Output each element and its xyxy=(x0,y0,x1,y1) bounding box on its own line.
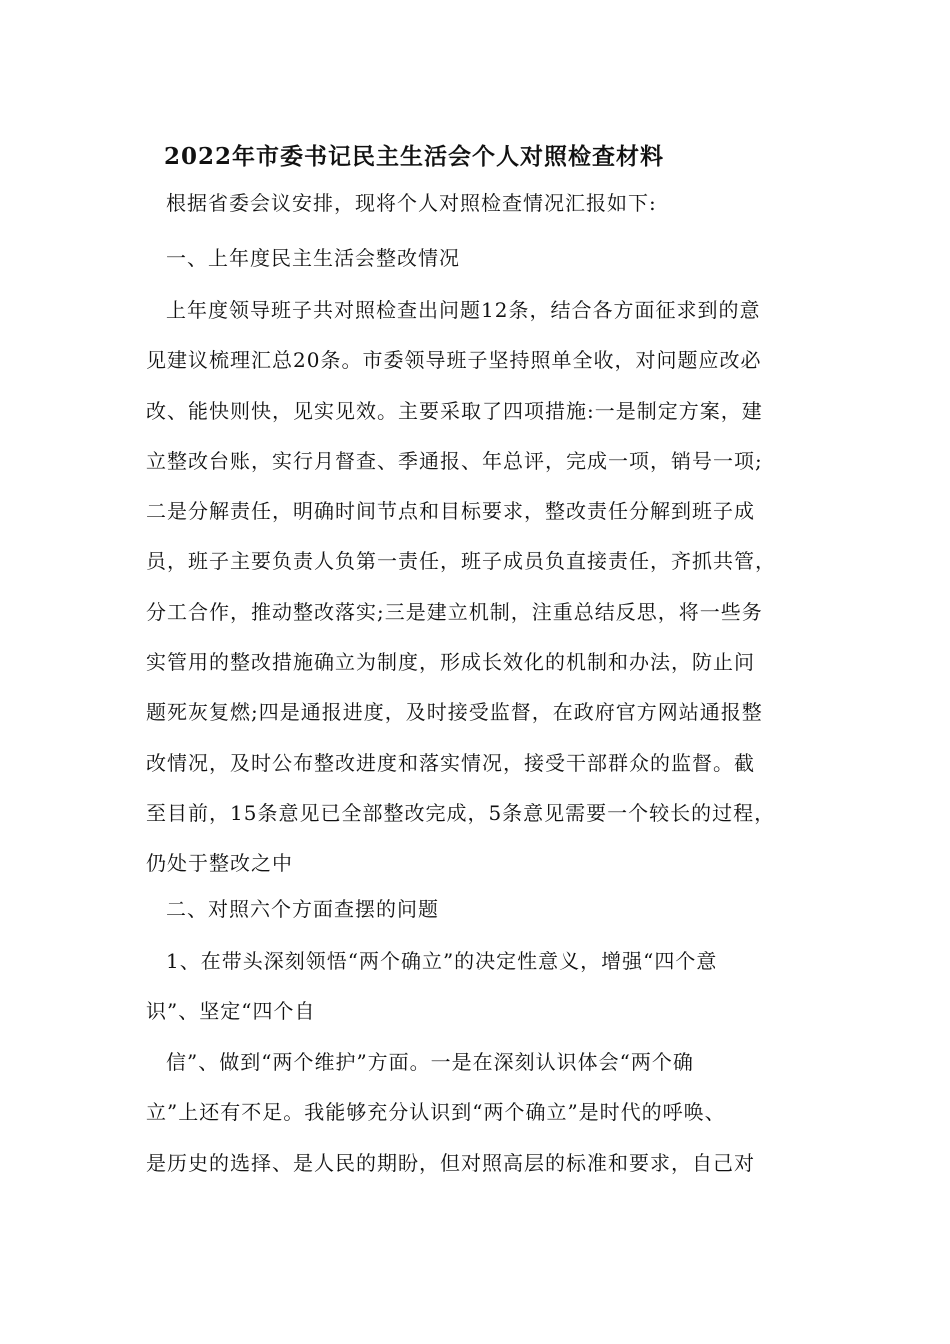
body-line: 上年度领导班子共对照检查出问题12条，结合各方面征求到的意 xyxy=(166,298,761,322)
body-line: 题死灰复燃;四是通报进度，及时接受监督，在政府官方网站通报整 xyxy=(146,700,763,725)
document-title: 2022年市委书记民主生活会个人对照检查材料 xyxy=(164,143,665,170)
item1-line: 1、在带头深刻领悟“两个确立”的决定性意义，增强“四个意 xyxy=(166,949,718,973)
item1-paragraph xyxy=(146,936,806,1037)
intro-line: 根据省委会议安排，现将个人对照检查情况汇报如下: xyxy=(166,191,657,215)
item1-continued xyxy=(146,1037,806,1188)
item1-line: 识”、坚定“四个自 xyxy=(146,999,316,1024)
body-line: 员，班子主要负责人负第一责任，班子成员负直接责任，齐抓共管， xyxy=(146,549,776,574)
item1-cont-line: 立”上还有不足。我能够充分认识到“两个确立”是时代的呼唤、 xyxy=(146,1100,726,1125)
section1-body xyxy=(146,285,806,889)
body-line: 实管用的整改措施确立为制度，形成长效化的机制和办法，防止问 xyxy=(146,650,755,675)
body-line: 二是分解责任，明确时间节点和目标要求，整改责任分解到班子成 xyxy=(146,499,755,524)
body-line: 仍处于整改之中 xyxy=(146,851,293,876)
section2-heading xyxy=(146,884,806,934)
section1-heading xyxy=(146,233,806,283)
body-line: 分工合作，推动整改落实;三是建立机制，注重总结反思，将一些务 xyxy=(146,599,763,624)
section1-heading-text: 一、上年度民主生活会整改情况 xyxy=(166,246,460,270)
body-line: 改情况，及时公布整改进度和落实情况，接受干部群众的监督。截 xyxy=(146,750,755,775)
body-line: 至目前，15条意见已全部整改完成，5条意见需要一个较长的过程， xyxy=(146,800,776,825)
body-line: 改、能快则快，见实见效。主要采取了四项措施:一是制定方案，建 xyxy=(146,398,763,423)
body-line: 见建议梳理汇总20条。市委领导班子坚持照单全收，对问题应改必 xyxy=(146,348,762,373)
section2-heading-text: 二、对照六个方面查摆的问题 xyxy=(166,897,439,921)
body-line: 立整改台账，实行月督查、季通报、年总评，完成一项，销号一项; xyxy=(146,448,763,473)
intro-paragraph xyxy=(146,178,806,228)
item1-cont-line: 是历史的选择、是人民的期盼，但对照高层的标准和要求，自己对 xyxy=(146,1150,755,1175)
item1-cont-line: 信”、做到“两个维护”方面。一是在深刻认识体会“两个确 xyxy=(166,1050,694,1074)
